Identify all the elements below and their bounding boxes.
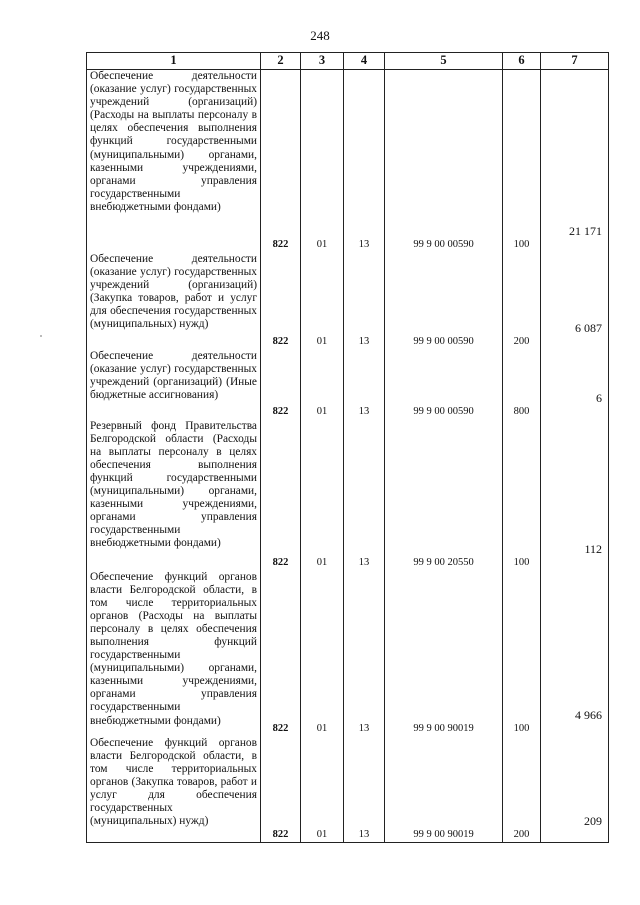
row-subsection: 13 xyxy=(344,737,385,843)
header-col-4: 4 xyxy=(344,53,385,70)
row-expense-type: 100 xyxy=(503,571,541,737)
row-subsection: 13 xyxy=(344,420,385,571)
row-section: 01 xyxy=(301,350,344,420)
header-col-2: 2 xyxy=(261,53,301,70)
row-target-article: 99 9 00 90019 xyxy=(385,571,503,737)
budget-table xyxy=(86,52,609,843)
row-admin-code: 822 xyxy=(261,737,301,843)
row-expense-type: 100 xyxy=(503,420,541,571)
table-row xyxy=(87,571,609,737)
row-admin-code: 822 xyxy=(261,70,301,253)
row-admin-code: 822 xyxy=(261,253,301,350)
row-description: Обеспечение деятельности (оказание услуг) государственных учреждений (организаций) (Иные бюджетные ассигнования) xyxy=(87,350,261,420)
page-number: 248 xyxy=(310,28,330,43)
header-col-6: 6 xyxy=(503,53,541,70)
row-amount: 6 xyxy=(541,350,609,420)
table-row xyxy=(87,70,609,253)
row-amount: 209 xyxy=(541,737,609,843)
row-amount: 6 087 xyxy=(541,253,609,350)
row-admin-code: 822 xyxy=(261,571,301,737)
row-expense-type: 200 xyxy=(503,253,541,350)
header-col-3: 3 xyxy=(301,53,344,70)
row-target-article: 99 9 00 00590 xyxy=(385,70,503,253)
row-amount: 21 171 xyxy=(541,70,609,253)
row-amount: 112 xyxy=(541,420,609,571)
row-section: 01 xyxy=(301,420,344,571)
row-section: 01 xyxy=(301,737,344,843)
row-description: Обеспечение деятельности (оказание услуг) государственных учреждений (организаций) (Расходы на выплаты персоналу в целях обеспечения выполнения функций государственными (муниципальными) органами, казенными учреждениями, органами управления государственными внебюджетными фондами) xyxy=(87,70,261,253)
row-expense-type: 100 xyxy=(503,70,541,253)
row-admin-code: 822 xyxy=(261,420,301,571)
row-amount: 4 966 xyxy=(541,571,609,737)
table-row xyxy=(87,420,609,571)
row-description: Обеспечение функций органов власти Белгородской области, в том числе территориальных органов (Закупка товаров, работ и услуг для обеспечения государственных (муниципальных) нужд) xyxy=(87,737,261,843)
row-expense-type: 800 xyxy=(503,350,541,420)
table-row xyxy=(87,350,609,420)
row-target-article: 99 9 00 00590 xyxy=(385,253,503,350)
row-expense-type: 200 xyxy=(503,737,541,843)
table-row xyxy=(87,737,609,843)
row-section: 01 xyxy=(301,253,344,350)
row-subsection: 13 xyxy=(344,253,385,350)
row-description: Обеспечение функций органов власти Белгородской области, в том числе территориальных органов (Расходы на выплаты персоналу в целях обеспечения выполнения функций государственными (муниципальными) органами, казенными учреждениями, органами управления государственными внебюджетными фондами) xyxy=(87,571,261,737)
row-section: 01 xyxy=(301,571,344,737)
row-subsection: 13 xyxy=(344,350,385,420)
header-col-7: 7 xyxy=(541,53,609,70)
row-subsection: 13 xyxy=(344,571,385,737)
row-target-article: 99 9 00 00590 xyxy=(385,350,503,420)
row-target-article: 99 9 00 90019 xyxy=(385,737,503,843)
header-col-1: 1 xyxy=(87,53,261,70)
row-target-article: 99 9 00 20550 xyxy=(385,420,503,571)
row-subsection: 13 xyxy=(344,70,385,253)
row-description: Обеспечение деятельности (оказание услуг) государственных учреждений (организаций) (Закупка товаров, работ и услуг для обеспечения государственных (муниципальных) нужд) xyxy=(87,253,261,350)
row-admin-code: 822 xyxy=(261,350,301,420)
scan-speck xyxy=(40,335,42,337)
header-row xyxy=(87,53,609,70)
row-section: 01 xyxy=(301,70,344,253)
row-description: Резервный фонд Правительства Белгородской области (Расходы на выплаты персоналу в целях обеспечения выполнения функций государственными (муниципальными) органами, казенными учреждениями, органами управления государственными внебюджетными фондами) xyxy=(87,420,261,571)
table-row xyxy=(87,253,609,350)
header-col-5: 5 xyxy=(385,53,503,70)
